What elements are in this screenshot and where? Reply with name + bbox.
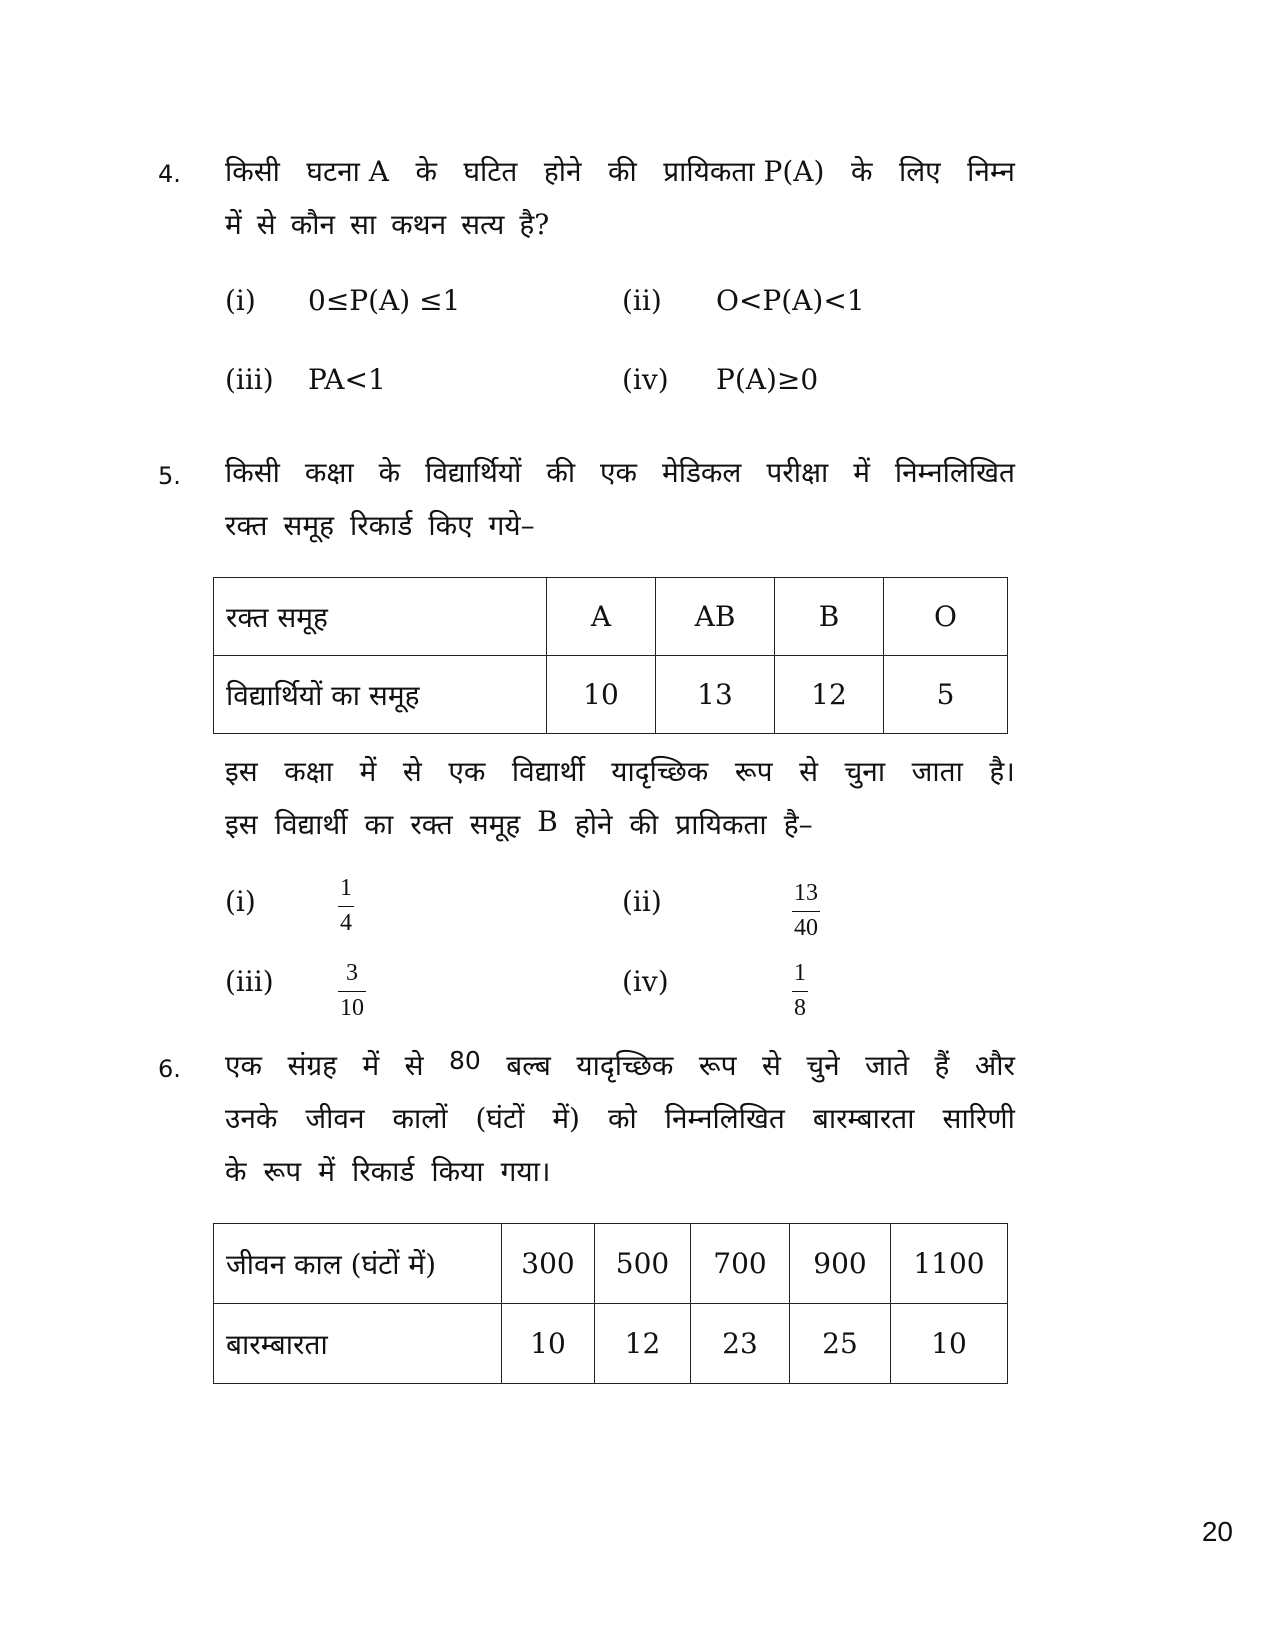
q4-option-iii-value: PA<1: [308, 363, 386, 396]
q6-line-3: के रूप में रिकार्ड किया गया।: [225, 1155, 551, 1188]
q4-option-iii-label: (iii): [225, 363, 274, 396]
q4-line-2: में से कौन सा कथन सत्य है?: [225, 208, 550, 241]
q4-option-ii-value: O<P(A)<1: [716, 284, 865, 317]
q5-line-3: इस कक्षा में से एक विद्यार्थी यादृच्छिक रूप से चुना जाता है।: [225, 755, 1015, 788]
q5-line-1: किसी कक्षा के विद्यार्थियों की एक मेडिकल परीक्षा में निम्नलिखित: [225, 456, 1015, 489]
table-cell: 5: [884, 656, 1008, 734]
q5-option-i-label: (i): [225, 885, 256, 918]
q5-option-iv-label: (iv): [622, 965, 669, 998]
table-cell: 10: [502, 1304, 595, 1384]
q5-line-4: इस विद्यार्थी का रक्त समूह B होने की प्रायिकता है–: [225, 805, 813, 841]
q5-line-2: रक्त समूह रिकार्ड किए गये–: [225, 509, 535, 542]
table-cell: जीवन काल (घंटों में): [214, 1224, 502, 1304]
table-cell: 12: [595, 1304, 691, 1384]
q4-line-1: किसी घटना A के घटित होने की प्रायिकता P(A) के लिए निम्न: [225, 155, 1015, 188]
table-row: [214, 1304, 1008, 1384]
q6-line-1: एक संग्रह में से 80 बल्ब यादृच्छिक रूप से चुने जाते हैं और: [225, 1046, 1015, 1082]
q5-option-ii-label: (ii): [622, 885, 662, 918]
q4-option-i-label: (i): [225, 284, 256, 317]
table-cell: 300: [502, 1224, 595, 1304]
table-cell: 25: [790, 1304, 891, 1384]
table-cell: O: [884, 578, 1008, 656]
table-cell: 1100: [891, 1224, 1008, 1304]
table-cell: 10: [547, 656, 656, 734]
table-cell: विद्यार्थियों का समूह: [214, 656, 547, 734]
q6-line-2: उनके जीवन कालों (घंटों में) को निम्नलिखित बारम्बारता सारिणी: [225, 1102, 1015, 1135]
table-row: [214, 656, 1008, 734]
bulb-lifetime-table: [213, 1223, 1008, 1384]
table-cell: A: [547, 578, 656, 656]
table-cell: 23: [691, 1304, 790, 1384]
question-5-number: 5.: [158, 462, 181, 490]
table-cell: 900: [790, 1224, 891, 1304]
q5-option-iii-fraction: 3 10: [340, 960, 364, 1022]
table-row: [214, 1224, 1008, 1304]
table-cell: बारम्बारता: [214, 1304, 502, 1384]
table-cell: 13: [656, 656, 775, 734]
question-4-number: 4.: [158, 160, 181, 188]
table-row: [214, 578, 1008, 656]
page-number: 20: [1201, 1516, 1233, 1547]
table-cell: 700: [691, 1224, 790, 1304]
q5-option-iii-label: (iii): [225, 965, 274, 998]
q5-option-iv-fraction: 1 8: [794, 960, 806, 1022]
q4-option-iv-value: P(A)≥0: [716, 363, 819, 396]
table-cell: रक्त समूह: [214, 578, 547, 656]
question-6-number: 6.: [158, 1055, 181, 1083]
q4-option-ii-label: (ii): [622, 284, 662, 317]
table-cell: 10: [891, 1304, 1008, 1384]
q4-option-iv-label: (iv): [622, 363, 669, 396]
table-cell: 500: [595, 1224, 691, 1304]
q5-option-i-fraction: 1 4: [340, 875, 352, 937]
table-cell: 12: [775, 656, 884, 734]
table-cell: B: [775, 578, 884, 656]
blood-group-table: [213, 577, 1008, 734]
q4-option-i-value: 0≤P(A) ≤1: [308, 284, 461, 317]
table-cell: AB: [656, 578, 775, 656]
q5-option-ii-fraction: 13 40: [794, 880, 818, 942]
